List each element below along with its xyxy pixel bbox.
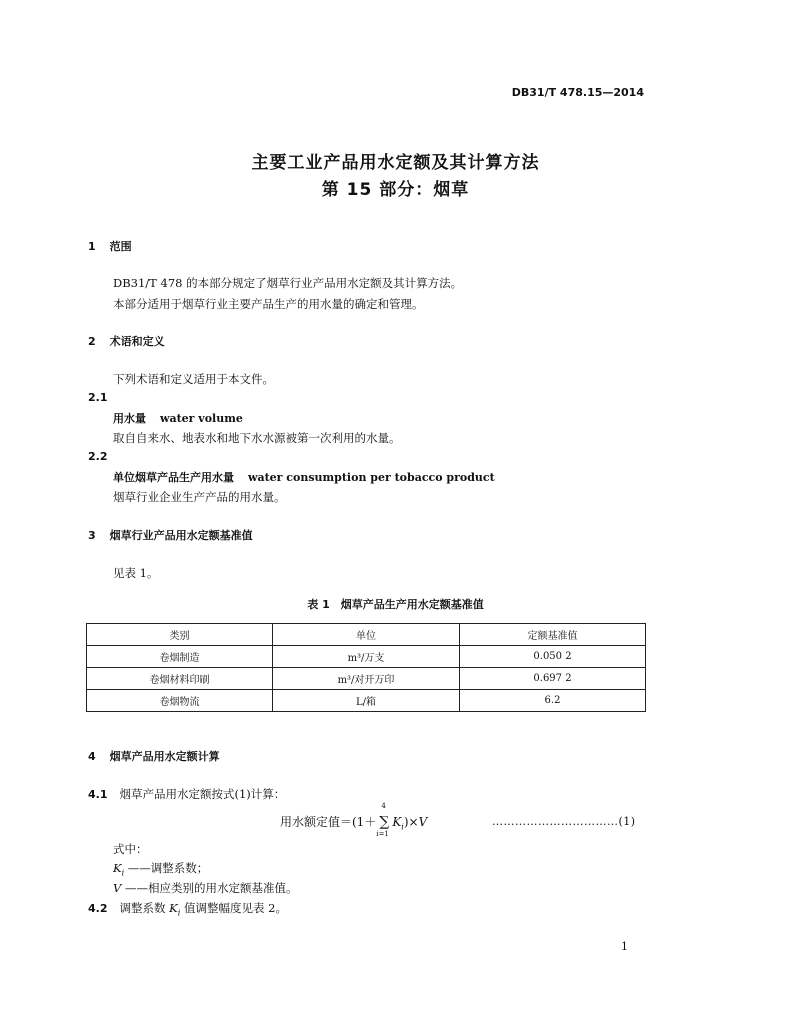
document-subtitle: 第 15 部分：烟草	[321, 180, 470, 200]
water-quota-table	[86, 623, 646, 712]
table-row	[87, 646, 646, 668]
formula-lhs: 用水额定值＝(1＋	[280, 815, 377, 829]
section-3-heading	[88, 527, 253, 543]
section-1-para-1: DB31/T 478 的本部分规定了烟草行业产品用水定额及其计算方法。	[113, 276, 463, 290]
section-2-intro: 下列术语和定义适用于本文件。	[113, 372, 274, 386]
table-cell: m³/万支	[273, 646, 460, 668]
section-title: 范围	[109, 240, 132, 253]
table-row	[87, 668, 646, 690]
leader-dots: ……………………………	[492, 815, 619, 828]
table-header-row	[87, 624, 646, 646]
formula-def-v	[113, 880, 297, 896]
section-number: 1	[88, 240, 96, 253]
term-en: water consumption per tobacco product	[248, 471, 495, 484]
clause-4-2	[88, 900, 287, 917]
variable-k-subscript: i	[177, 908, 181, 918]
variable-k: K	[113, 861, 122, 875]
term-zh: 单位烟草产品生产用水量	[113, 471, 234, 484]
variable-v: V	[418, 815, 428, 829]
table-cell: 卷烟物流	[87, 690, 273, 712]
variable-k: K	[169, 901, 178, 915]
table-header-cell: 定额基准值	[460, 624, 646, 646]
term-2-2-definition: 烟草行业企业生产产品的用水量。	[113, 490, 286, 504]
formula-where: 式中：	[113, 842, 148, 856]
table-cell: m³/对开万印	[273, 668, 460, 690]
section-3-para: 见表 1。	[113, 566, 159, 580]
table-cell: 0.050 2	[460, 646, 646, 668]
summation-symbol: ∑ 4 i=1	[376, 802, 390, 838]
section-title: 烟草产品用水定额计算	[109, 750, 220, 763]
section-title: 术语和定义	[109, 335, 165, 348]
table-cell: 卷烟制造	[87, 646, 273, 668]
section-number: 4	[88, 750, 96, 763]
sum-upper-limit: 4	[381, 802, 386, 810]
table-header-cell: 单位	[273, 624, 460, 646]
sum-lower-limit: i=1	[376, 830, 389, 838]
term-en: water volume	[160, 412, 243, 425]
formula-def-k	[113, 860, 208, 877]
section-number: 3	[88, 529, 96, 542]
formula-number: (1)	[618, 815, 636, 828]
variable-k: K	[392, 815, 402, 829]
page-number: 1	[621, 940, 628, 953]
table-1-caption: 表 1 烟草产品生产用水定额基准值	[307, 598, 484, 611]
table-header-cell: 类别	[87, 624, 273, 646]
formula-1	[280, 802, 428, 838]
clause-text: 值调整幅度见表 2。	[180, 901, 287, 915]
section-1-heading	[88, 238, 132, 254]
variable-v: V	[113, 881, 122, 895]
term-2-2	[113, 469, 495, 485]
table-cell: 卷烟材料印刷	[87, 668, 273, 690]
clause-text: 烟草产品用水定额按式(1)计算：	[119, 787, 286, 801]
document-title: 主要工业产品用水定额及其计算方法	[251, 153, 540, 173]
clause-number: 4.1	[88, 788, 108, 801]
section-title: 烟草行业产品用水定额基准值	[109, 529, 253, 542]
section-2-heading	[88, 333, 165, 349]
term-zh: 用水量	[113, 412, 146, 425]
section-1-para-2: 本部分适用于烟草行业主要产品生产的用水量的确定和管理。	[113, 297, 424, 311]
formula-rhs: )×	[403, 815, 419, 829]
term-2-1-number: 2.1	[88, 391, 108, 404]
term-2-1	[113, 410, 243, 426]
definition-text: ——调整系数；	[124, 861, 209, 875]
section-4-heading	[88, 748, 220, 764]
formula-leader	[492, 815, 636, 828]
definition-text: ——相应类别的用水定额基准值。	[121, 881, 298, 895]
clause-text: 调整系数	[119, 901, 170, 915]
table-cell: L/箱	[273, 690, 460, 712]
standard-code: DB31/T 478.15—2014	[511, 86, 644, 99]
table-cell: 6.2	[460, 690, 646, 712]
table-cell: 0.697 2	[460, 668, 646, 690]
clause-number: 4.2	[88, 902, 108, 915]
table-row	[87, 690, 646, 712]
term-2-1-definition: 取自自来水、地表水和地下水水源被第一次利用的水量。	[113, 431, 401, 445]
clause-4-1	[88, 786, 285, 802]
section-number: 2	[88, 335, 96, 348]
variable-k-subscript: i	[401, 822, 404, 832]
term-2-2-number: 2.2	[88, 450, 108, 463]
variable-k-subscript: i	[121, 868, 125, 878]
